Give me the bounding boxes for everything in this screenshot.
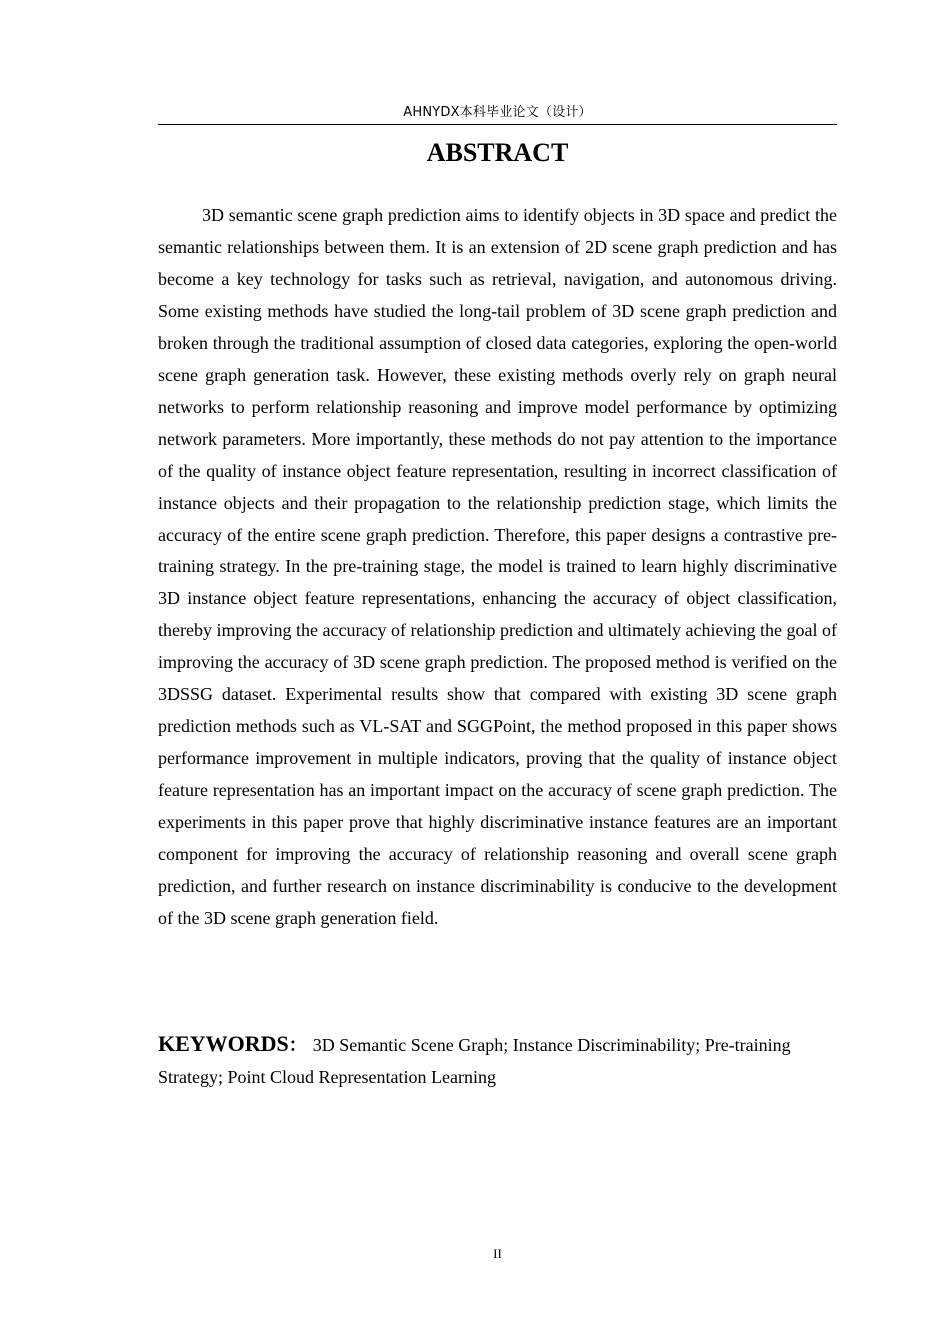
running-header: AHNYDX本科毕业论文（设计） [403, 105, 592, 120]
abstract-title: ABSTRACT [426, 138, 569, 167]
header-rule [158, 124, 837, 125]
keywords-label: KEYWORDS [158, 1031, 289, 1056]
keywords-text: 3D Semantic Scene Graph; Instance Discriminability; Pre-training Strategy; Point Cloud Representation Learning [158, 1035, 791, 1087]
abstract-body: 3D semantic scene graph prediction aims to identify objects in 3D space and predict the semantic relationships between them. It is an extension of 2D scene graph prediction and has become a key technology for tasks such as retrieval, navigation, and autonomous driving. Some existing methods have studied the long-tail problem of 3D scene graph prediction and broken through the traditional assumption of closed data categories, exploring the open-world scene graph generation task. However, these existing methods overly rely on graph neural networks to perform relationship reasoning and improve model performance by optimizing network parameters. More importantly, these methods do not pay attention to the importance of the quality of instance object feature representation, resulting in incorrect classification of instance objects and their propagation to the relationship prediction stage, which limits the accuracy of the entire scene graph prediction. Therefore, this paper designs a contrastive pre-training strategy. In the pre-training stage, the model is trained to learn highly discriminative 3D instance object feature representations, enhancing the accuracy of object classification, thereby improving the accuracy of relationship prediction and ultimately achieving the goal of improving the accuracy of 3D scene graph prediction. The proposed method is verified on the 3DSSG dataset. Experimental results show that compared with existing 3D scene graph prediction methods such as VL-SAT and SGGPoint, the method proposed in this paper shows performance improvement in multiple indicators, proving that the quality of instance object feature representation has an important impact on the accuracy of scene graph prediction. The experiments in this paper prove that highly discriminative instance features are an important component for improving the accuracy of relationship reasoning and overall scene graph prediction, and further research on instance discriminability is conducive to the development of the 3D scene graph generation field. [158, 205, 837, 928]
page-number: II [493, 1246, 502, 1261]
keywords-paragraph [158, 1028, 837, 1093]
keywords-separator: ： [288, 1035, 307, 1055]
